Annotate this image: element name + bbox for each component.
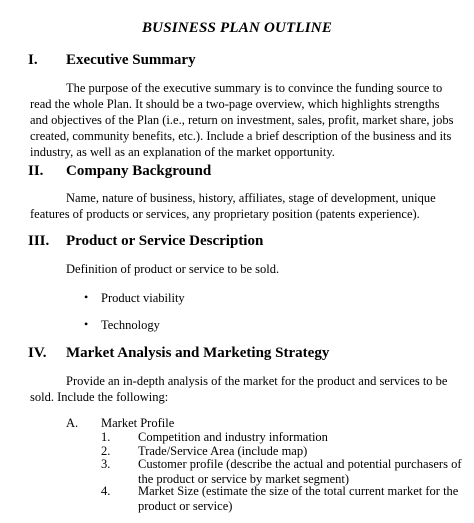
section-1-paragraph: The purpose of the executive summary is to convince the funding source to read the whole Plan. It should be a two-page overview, which highlights strengths and objectives of the Plan (i.e., return on investment, sales, profit, market share, jobs created, community benefits, etc.). Include a brief description of the business and its industry, as well as an explanation of the market opportunity. <box>30 81 454 159</box>
bullet-item-technology: Technology <box>101 318 160 332</box>
list-item-text: Competition and industry information <box>138 430 328 444</box>
section-4-title: Market Analysis and Marketing Strategy <box>66 345 330 361</box>
subsection-a-letter: A. <box>66 416 79 430</box>
bullet-icon: • <box>84 290 89 304</box>
list-item-number: 3. <box>101 457 111 471</box>
section-3-title: Product or Service Description <box>66 233 264 249</box>
section-4-number: IV. <box>28 345 47 361</box>
bullet-item-product-viability: Product viability <box>101 291 185 305</box>
section-1-title: Executive Summary <box>66 52 196 68</box>
section-4-paragraph: Provide an in-depth analysis of the market for the product and services to be sold. Include the following: <box>30 374 448 404</box>
document-title: BUSINESS PLAN OUTLINE <box>141 20 333 36</box>
section-2-number: II. <box>28 163 44 179</box>
list-item-number: 2. <box>101 444 111 458</box>
section-1-number: I. <box>28 52 38 68</box>
list-item-text: Customer profile (describe the actual and potential purchasers of the product or service by market segment) <box>138 457 462 486</box>
subsection-a-title: Market Profile <box>101 416 175 430</box>
section-3-number: III. <box>28 233 50 249</box>
section-2-paragraph: Name, nature of business, history, affiliates, stage of development, unique features of products or services, any proprietary position (patents experience). <box>30 191 436 221</box>
list-item-number: 1. <box>101 430 111 444</box>
list-item-text: Market Size (estimate the size of the total current market for the product or service) <box>138 484 459 513</box>
list-item-text: Trade/Service Area (include map) <box>138 444 308 458</box>
section-2-title: Company Background <box>66 163 212 179</box>
bullet-icon: • <box>84 317 89 331</box>
list-item-number: 4. <box>101 484 111 498</box>
section-3-paragraph: Definition of product or service to be sold. <box>66 262 280 276</box>
